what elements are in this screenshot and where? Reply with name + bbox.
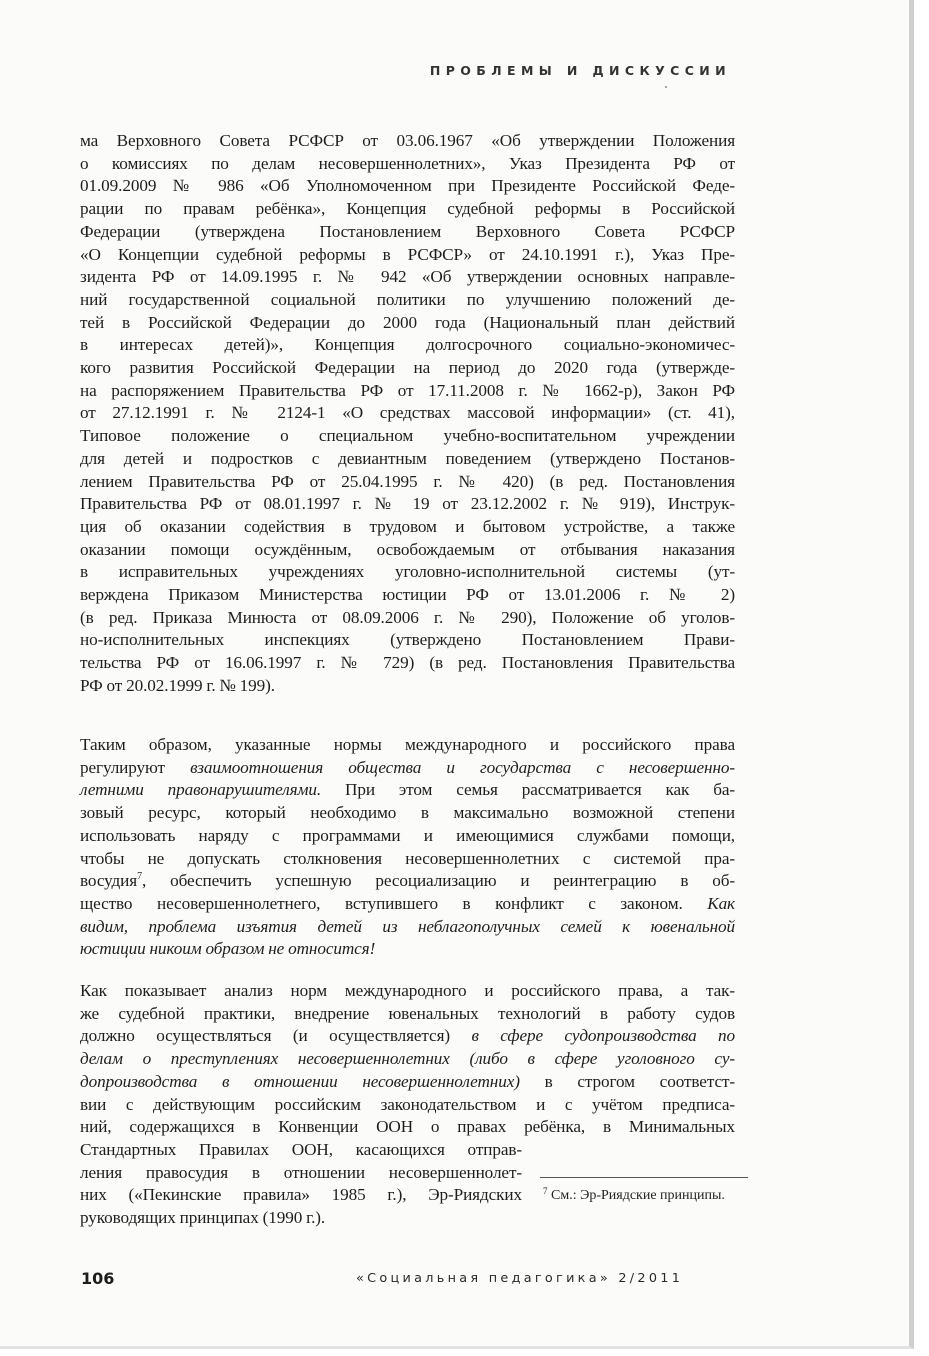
- text-line: вии с действующим российским законодательством и с учётом предписа-: [80, 1094, 735, 1114]
- emphasis: допроизводства в отношении несовершеннолетних): [80, 1071, 520, 1091]
- text-line: на распоряжением Правительства РФ от 17.11.2008 г. № 1662-р), Закон РФ: [80, 380, 735, 400]
- emphasis: взаимоотношения общества и государства с несовершенно-: [190, 757, 735, 777]
- text-line: (в ред. Приказа Минюста от 08.09.2006 г. № 290), Положение об уголов-: [80, 607, 735, 627]
- footnote-divider: [540, 1177, 748, 1178]
- text-line: Таким образом, указанные нормы международного и российского права: [80, 735, 735, 754]
- text-line: в интересах детей)», Концепция долгосрочного социально-экономичес-: [80, 335, 735, 355]
- text-line: ция об оказании содействия в трудовом и бытовом устройстве, а также: [80, 516, 735, 536]
- text-line: регулируют взаимоотношения общества и государства с несовершенно-: [80, 757, 735, 777]
- text-line: допроизводства в отношении несовершеннолетних) в строгом соответст-: [80, 1071, 736, 1091]
- text-line: лением Правительства РФ от 25.04.1995 г. № 420) (в ред. Постановления: [80, 471, 735, 491]
- running-title: ПРОБЛЕМЫ И ДИСКУССИИ: [429, 63, 731, 78]
- emphasis: юстиции никоим образом не относится!: [80, 939, 376, 959]
- text-line: восудия$^7$, обеспечить успешную ресоциализацию и реинтеграцию в об-: [80, 871, 735, 891]
- text-line: для детей и подростков с девиантным поведением (утверждено Постанов-: [80, 448, 735, 468]
- footnote-text: См.: Эр-Риядские принципы.: [551, 1188, 725, 1203]
- journal-title: «Социальная педагогика» 2/2011: [356, 1271, 684, 1286]
- text-line: но-исполнительных инспекциях (утверждено Постановлением Прави-: [80, 630, 735, 650]
- emphasis: делам о преступлениях несовершеннолетних (либо в сфере уголовного су-: [80, 1049, 735, 1069]
- paragraph-legal-acts: [80, 130, 735, 698]
- emphasis: в сфере судопроизводства по: [471, 1026, 735, 1046]
- emphasis: Как: [707, 893, 735, 913]
- text-line: в исправительных учреждениях уголовно-исполнительной системы (ут-: [80, 562, 735, 582]
- text-line: от 27.12.1991 г. № 2124-1 «О средствах массовой информации» (ст. 41),: [80, 403, 735, 423]
- text-line: ний, содержащихся в Конвенции ООН о правах ребёнка, в Минимальных: [80, 1117, 735, 1137]
- page-number: 106: [81, 1269, 115, 1288]
- text-line: должно осуществляться (и осуществляется) в сфере судопроизводства по: [80, 1026, 735, 1046]
- footnote: [543, 1187, 725, 1205]
- paragraph-conclusion: [80, 734, 735, 961]
- text-line: [80, 938, 735, 961]
- text-line: использовать наряду с программами и имеющимися службами помощи,: [80, 825, 735, 845]
- text-line: них («Пекинские правила» 1985 г.), Эр-Риядских: [80, 1185, 522, 1205]
- emphasis: видим, проблема изъятия детей из неблагополучных семей к ювенальной: [80, 916, 735, 936]
- footnote-mark: 7: [543, 1186, 548, 1196]
- text-line: же судебной практики, внедрение ювенальных технологий в работу судов: [80, 1003, 735, 1023]
- text-line: Стандартных Правилах ООН, касающихся отправ-: [80, 1139, 522, 1159]
- text-line: рации по правам ребёнка», Концепция судебной реформы в Российской: [80, 199, 735, 219]
- text-line: оказании помощи осуждённым, освобождаемым от отбывания наказания: [80, 539, 735, 559]
- text-line: ма Верховного Совета РСФСР от 03.06.1967 «Об утверждении Положения: [80, 131, 735, 150]
- text-line: кого развития Российской Федерации на период до 2020 года (утвержде-: [80, 358, 735, 378]
- text-line: о комиссиях по делам несовершеннолетних», Указ Президента РФ от: [80, 153, 735, 173]
- text-line: тельства РФ от 16.06.1997 г. № 729) (в ред. Постановления Правительства: [80, 653, 735, 673]
- text-line: [80, 1048, 735, 1071]
- text-line: [80, 916, 735, 939]
- text-line: ления правосудия в отношении несовершеннолет-: [80, 1162, 522, 1182]
- text-line: тей в Российской Федерации до 2000 года (Национальный план действий: [80, 312, 735, 332]
- text-line: чтобы не допускать столкновения несовершеннолетних с системой пра-: [80, 848, 735, 868]
- print-speck: [665, 86, 667, 88]
- text-line: летними правонарушителями. При этом семья рассматривается как ба-: [80, 780, 735, 800]
- text-line: верждена Приказом Министерства юстиции РФ от 13.01.2006 г. № 2): [80, 585, 735, 605]
- text-line: Как показывает анализ норм международного и российского права, а так-: [80, 981, 735, 1000]
- text-line: зовый ресурс, который необходимо в максимально возможной степени: [80, 803, 735, 823]
- text-line: зидента РФ от 14.09.1995 г. № 942 «Об утверждении основных направле-: [80, 267, 735, 287]
- text-line: Типовое положение о специальном учебно-воспитательном учреждении: [80, 426, 735, 446]
- text-line: Федерации (утверждена Постановлением Верховного Совета РСФСР: [80, 221, 735, 241]
- text-line: щество несовершеннолетнего, вступившего в конфликт с законом. Как: [80, 893, 735, 913]
- text-line: ний государственной социальной политики по улучшению положений де-: [80, 289, 735, 309]
- footnote-reference[interactable]: 7: [137, 871, 142, 883]
- text-line: РФ от 20.02.1999 г. № 199).: [80, 675, 275, 695]
- text-line: «О Концепции судебной реформы в РСФСР» от 24.10.1991 г.), Указ Пре-: [80, 244, 735, 264]
- emphasis: летними правонарушителями.: [80, 780, 322, 800]
- text-line: 01.09.2009 № 986 «Об Уполномоченном при Президенте Российской Феде-: [80, 176, 735, 196]
- text-line: руководящих принципах (1990 г.).: [80, 1208, 326, 1228]
- text-line: Правительства РФ от 08.01.1997 г. № 19 от 23.12.2002 г. № 919), Инструк-: [80, 494, 735, 514]
